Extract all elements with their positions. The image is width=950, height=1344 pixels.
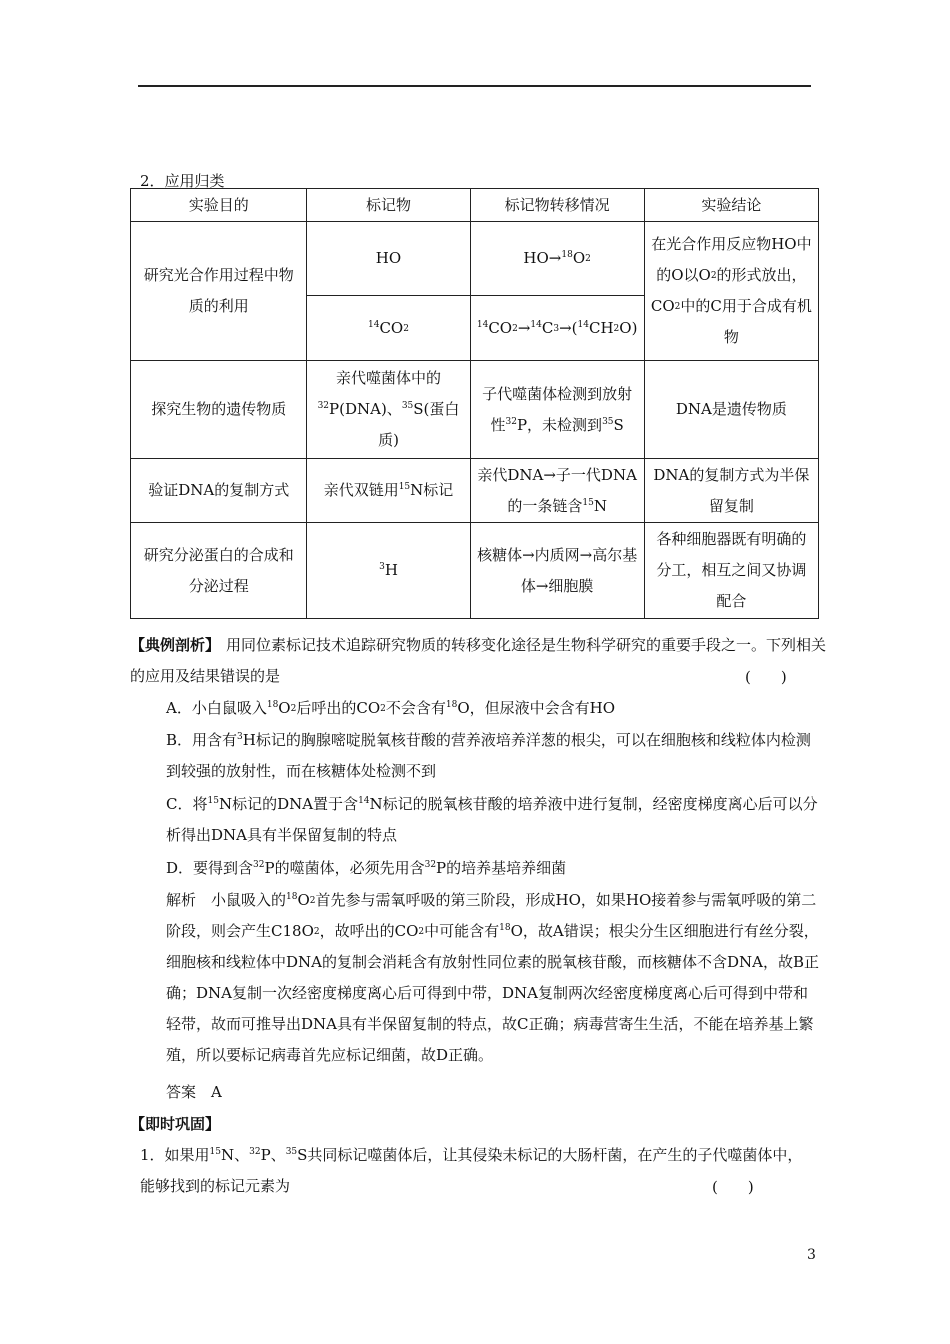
table-header-row bbox=[131, 189, 819, 222]
table-row bbox=[131, 523, 819, 619]
page-number: 3 bbox=[807, 1247, 816, 1263]
cell-purpose: 探究生物的遗传物质 bbox=[131, 361, 307, 459]
cell-marker: $^3$H bbox=[307, 523, 470, 619]
cell-conclusion: 各种细胞器既有明确的分工，相互之间又协调配合 bbox=[644, 523, 818, 619]
section-title: 2．应用归类 bbox=[140, 172, 225, 190]
table-row bbox=[131, 222, 819, 296]
cell-marker: 亲代双链用$^{15}$N标记 bbox=[307, 459, 470, 523]
example-answer-paren: ( ) bbox=[745, 668, 787, 686]
cell-marker: 亲代噬菌体中的$^{32}$P(DNA)、$^{35}$S(蛋白质) bbox=[307, 361, 470, 459]
table-row bbox=[131, 459, 819, 523]
application-table bbox=[130, 188, 819, 619]
example-stem bbox=[130, 630, 830, 692]
header-purpose: 实验目的 bbox=[131, 189, 307, 222]
cell-transfer: 亲代DNA→子一代DNA的一条链含$^{15}$N bbox=[470, 459, 644, 523]
question-1: 1．如果用$^{15}$N、$^{32}$P、$^{35}$S共同标记噬菌体后，让其侵染未标记的大肠杆菌，在产生的子代噬菌体中，能够找到的标记元素为 bbox=[140, 1146, 803, 1195]
top-rule bbox=[138, 85, 811, 87]
cell-conclusion: DNA的复制方式为半保留复制 bbox=[644, 459, 818, 523]
header-conclusion: 实验结论 bbox=[644, 189, 818, 222]
cell-transfer: 核糖体→内质网→高尔基体→细胞膜 bbox=[470, 523, 644, 619]
option-d: D．要得到含$^{32}$P的噬菌体，必须先用含$^{32}$P的培养基培养细菌 bbox=[166, 859, 567, 877]
cell-marker: $^{14}CO_2$ bbox=[307, 296, 470, 361]
cell-transfer: $HO\to^{18}O_2$ bbox=[470, 222, 644, 296]
question-1-paren: ( ) bbox=[712, 1178, 754, 1196]
option-c: C．将$^{15}$N标记的DNA置于含$^{14}$N标记的脱氧核苷酸的培养液中进行复制，经密度梯度离心后可以分析得出DNA具有半保留复制的特点 bbox=[166, 795, 818, 844]
table-row bbox=[131, 361, 819, 459]
cell-conclusion: DNA是遗传物质 bbox=[644, 361, 818, 459]
header-marker: 标记物 bbox=[307, 189, 470, 222]
header-transfer: 标记物转移情况 bbox=[470, 189, 644, 222]
cell-purpose: 研究光合作用过程中物质的利用 bbox=[131, 222, 307, 361]
cell-purpose: 验证DNA的复制方式 bbox=[131, 459, 307, 523]
answer: 答案 A bbox=[166, 1083, 222, 1101]
cell-marker: HO bbox=[307, 222, 470, 296]
cell-conclusion: 在光合作用反应物HO中的O以$O_2$的形式放出，$CO_2$中的C用于合成有机物 bbox=[644, 222, 818, 361]
consolidation-label: 【即时巩固】 bbox=[130, 1115, 221, 1133]
example-question: 用同位素标记技术追踪研究物质的转移变化途径是生物科学研究的重要手段之一。下列相关的应用及结果错误的是 bbox=[130, 636, 827, 685]
cell-transfer: 子代噬菌体检测到放射性$^{32}$P，未检测到$^{35}$S bbox=[470, 361, 644, 459]
example-label: 【典例剖析】 bbox=[130, 636, 221, 654]
cell-transfer: $^{14}CO_2\to^{14}C_3\to(^{14}CH_2O)$ bbox=[470, 296, 644, 361]
cell-purpose: 研究分泌蛋白的合成和分泌过程 bbox=[131, 523, 307, 619]
analysis: 解析 小鼠吸入的$^{18}O_2$首先参与需氧呼吸的第三阶段，形成HO，如果HO接着参与需氧呼吸的第二阶段，则会产生$C18O_2$，故呼出的$CO_2$中可能含有$^{18}$O，故A错误；根尖分生区细胞进行有丝分裂，细胞核和线粒体中DNA的复制会消耗含有放射性同位素的脱氧核苷酸，而核糖体不含DNA，故B正确；DNA复制一次经密度梯度离心后可得到中带，DNA复制两次经密度梯度离心后可得到中带和轻带，故而可推导出DNA具有半保留复制的特点，故C正确；病毒营寄生生活，不能在培养基上繁殖，所以要标记病毒首先应标记细菌，故D正确。 bbox=[166, 891, 819, 1064]
option-a: A．小白鼠吸入$^{18}O_2$后呼出的$CO_2$不会含有$^{18}$O，但尿液中会含有HO bbox=[166, 699, 616, 717]
option-b: B．用含有$^3$H标记的胸腺嘧啶脱氧核苷酸的营养液培养洋葱的根尖，可以在细胞核和线粒体内检测到较强的放射性，而在核糖体处检测不到 bbox=[166, 731, 811, 780]
